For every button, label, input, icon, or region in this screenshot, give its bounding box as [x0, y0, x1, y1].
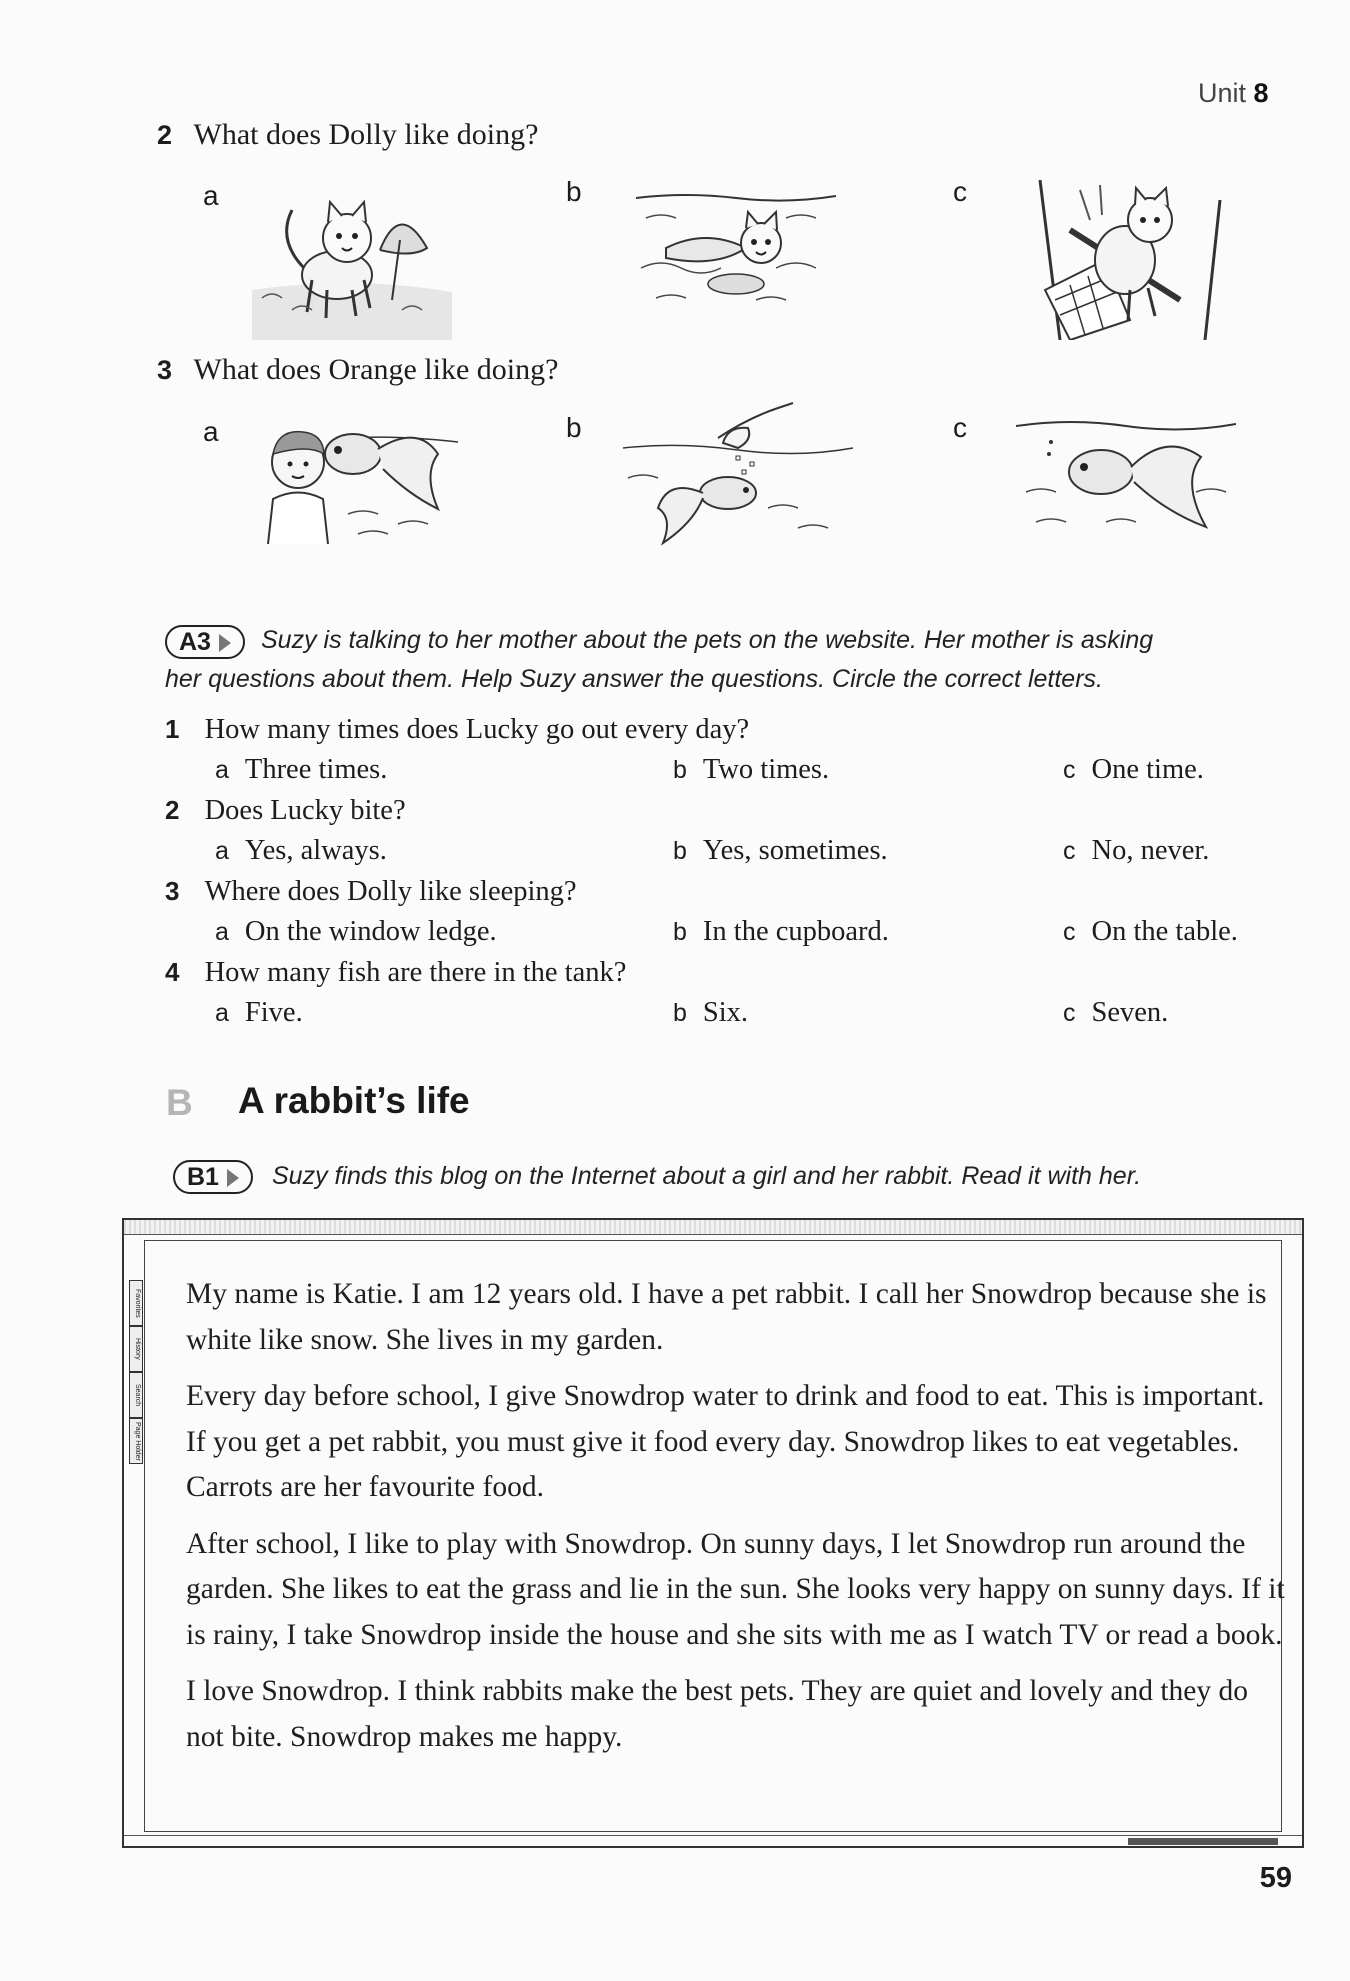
blog-paragraph: My name is Katie. I am 12 years old. I have a pet rabbit. I call her Snowdrop because she is white like snow. She lives in my garden. [186, 1278, 1267, 1356]
a3-question-1-options [165, 750, 1295, 790]
badge-label: B1 [187, 1163, 219, 1191]
fish-swimming-icon [1016, 412, 1236, 542]
badge-label: A3 [179, 628, 211, 656]
favorites-tab[interactable]: Favorites [129, 1280, 143, 1326]
a3-instruction [165, 621, 1285, 699]
question-number: 3 [157, 355, 173, 385]
browser-status-bar [124, 1835, 1302, 1846]
option-b[interactable] [673, 912, 889, 952]
unit-text: Unit [1198, 78, 1247, 108]
option-text: On the table. [1091, 916, 1238, 947]
option-letter-a[interactable]: a [203, 180, 219, 211]
browser-title-bar [124, 1220, 1302, 1235]
cat-in-garden-icon [252, 180, 452, 340]
search-tab[interactable]: Search [129, 1372, 143, 1418]
a3-question-2 [165, 790, 1295, 831]
option-text: Yes, sometimes. [702, 835, 888, 866]
browser-window [122, 1218, 1304, 1848]
option-text: Yes, always. [244, 835, 387, 866]
blog-paragraph: Every day before school, I give Snowdrop water to drink and food to eat. This is important. If you get a pet rabbit, you must give it food every day. Snowdrop likes to eat vegetables. Carrots are her favourite food. [186, 1380, 1265, 1503]
option-letter: c [1063, 999, 1076, 1027]
a3-question-4-options [165, 993, 1295, 1033]
picture-question-3 [157, 353, 558, 387]
option-letter-b[interactable]: b [566, 412, 582, 443]
question-number: 2 [157, 120, 173, 150]
b1-instruction: Suzy finds this blog on the Internet about a girl and her rabbit. Read it with her. [272, 1162, 1142, 1190]
horizontal-scrollbar[interactable] [1128, 1838, 1278, 1845]
option-text: Two times. [702, 754, 830, 785]
option-letter: c [1063, 756, 1076, 784]
option-text: No, never. [1091, 835, 1210, 866]
a3-question-4 [165, 952, 1295, 993]
a3-question-2-options [165, 831, 1295, 871]
option-letter-b[interactable]: b [566, 176, 582, 207]
section-title: A rabbit’s life [238, 1080, 470, 1121]
a3-question-1 [165, 709, 1295, 750]
option-text: On the window ledge. [244, 916, 497, 947]
option-letter-c[interactable]: c [953, 412, 967, 443]
page-number: 59 [1259, 1862, 1292, 1894]
a3-question-3 [165, 871, 1295, 912]
option-text: Six. [702, 997, 749, 1028]
blog-paragraph: I love Snowdrop. I think rabbits make the best pets. They are quiet and lovely and they do not bite. Snowdrop makes me happy. [186, 1675, 1249, 1753]
blog-post [186, 1272, 1286, 1771]
history-tab[interactable]: History [129, 1326, 143, 1372]
option-letter: a [215, 918, 229, 946]
question-text: How many fish are there in the tank? [204, 957, 627, 988]
option-letter: b [673, 756, 687, 784]
cat-on-window-ledge-icon [1030, 180, 1230, 340]
boy-with-fish-icon [258, 414, 458, 544]
unit-number: 8 [1253, 78, 1269, 108]
fish-being-fed-icon [618, 398, 858, 548]
cat-swimming-icon [636, 188, 836, 318]
option-text: Five. [244, 997, 303, 1028]
unit-label [1198, 78, 1269, 109]
option-letter: b [673, 999, 687, 1027]
play-icon [227, 1169, 239, 1187]
question-text: What does Orange like doing? [193, 353, 559, 386]
question-number: 3 [165, 876, 180, 906]
blog-paragraph: After school, I like to play with Snowdrop. On sunny days, I let Snowdrop run around the garden. She likes to eat the grass and lie in the sun. She looks very happy on sunny days. If it is rainy, I take Snowdrop inside the house and she sits with me as I watch TV or read a book. [186, 1527, 1285, 1651]
option-b[interactable] [673, 831, 888, 871]
option-letter: a [215, 837, 229, 865]
option-a[interactable] [215, 750, 387, 790]
question-text: How many times does Lucky go out every day? [204, 714, 750, 745]
question-text: What does Dolly like doing? [193, 118, 539, 151]
a3-questions [165, 709, 1295, 1033]
a3-question-3-options [165, 912, 1295, 952]
option-b[interactable] [673, 750, 829, 790]
option-c[interactable] [1063, 912, 1238, 952]
option-letter: a [215, 756, 229, 784]
option-c[interactable] [1063, 831, 1209, 871]
option-letter: c [1063, 837, 1076, 865]
question-number: 1 [165, 714, 180, 744]
option-a[interactable] [215, 912, 497, 952]
option-letter-a[interactable]: a [203, 416, 219, 447]
picture-question-2 [157, 118, 538, 152]
option-letter: b [673, 918, 687, 946]
question-number: 4 [165, 957, 180, 987]
question-text: Does Lucky bite? [204, 795, 406, 826]
option-letter: c [1063, 918, 1076, 946]
option-b[interactable] [673, 993, 748, 1033]
option-letter-c[interactable]: c [953, 176, 967, 207]
a3-instruction-line-1: Suzy is talking to her mother about the pets on the website. Her mother is asking [261, 626, 1154, 654]
a3-instruction-line-2: her questions about them. Help Suzy answer the questions. Circle the correct letters. [165, 665, 1103, 693]
option-a[interactable] [215, 831, 387, 871]
section-letter: B [166, 1082, 193, 1123]
question-number: 2 [165, 795, 180, 825]
option-text: Seven. [1091, 997, 1169, 1028]
option-text: In the cupboard. [702, 916, 889, 947]
question-text: Where does Dolly like sleeping? [204, 876, 577, 907]
page-holder-tab[interactable]: Page Holder [129, 1418, 143, 1464]
option-c[interactable] [1063, 750, 1204, 790]
b1-badge [173, 1160, 253, 1194]
option-letter: a [215, 999, 229, 1027]
option-text: One time. [1091, 754, 1204, 785]
option-a[interactable] [215, 993, 303, 1033]
option-letter: b [673, 837, 687, 865]
option-c[interactable] [1063, 993, 1168, 1033]
option-text: Three times. [244, 754, 388, 785]
